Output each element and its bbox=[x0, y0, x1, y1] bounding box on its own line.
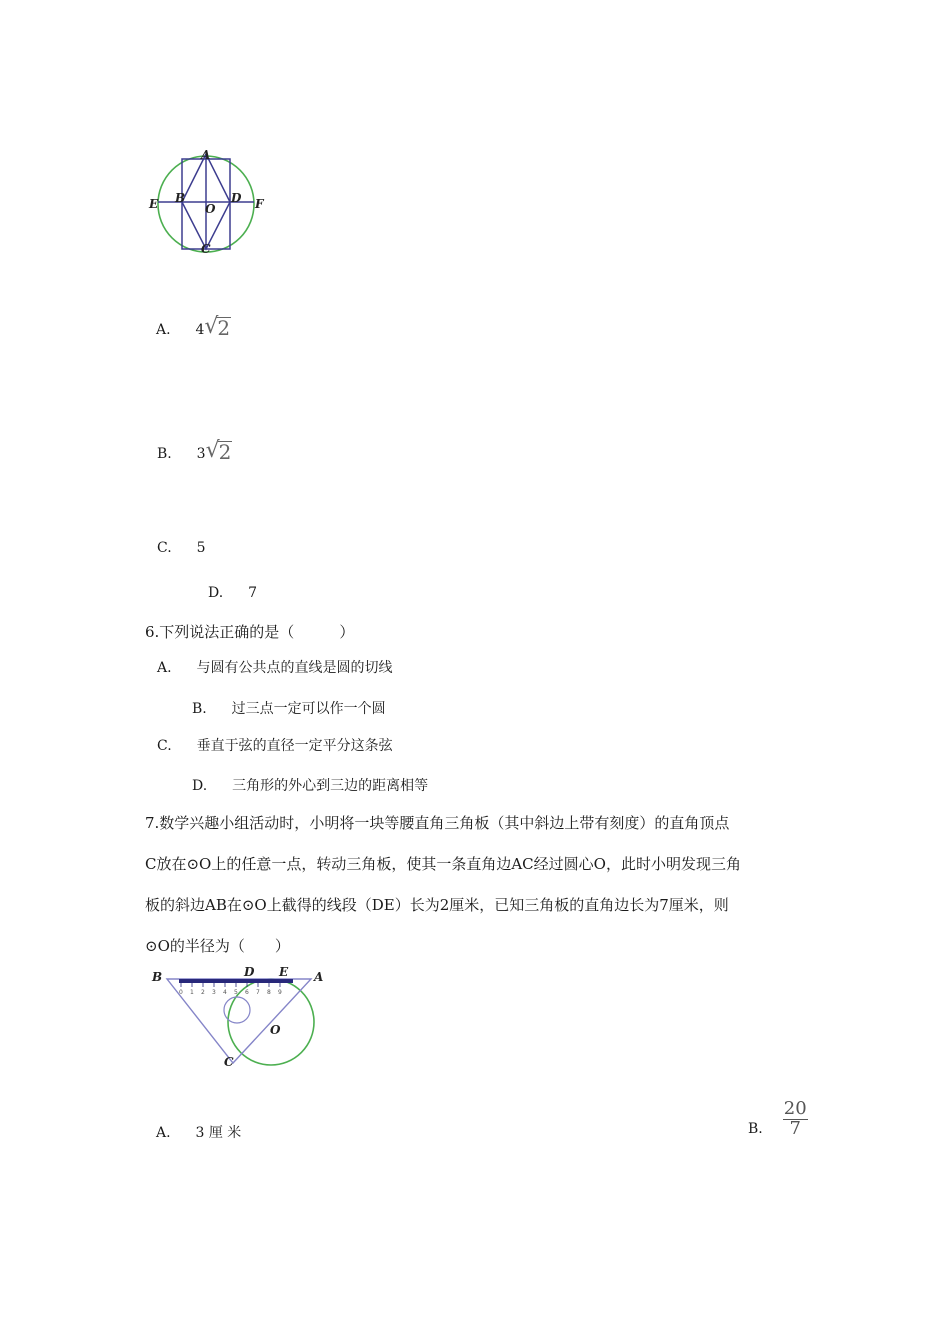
option-letter: C. bbox=[157, 738, 172, 754]
coefficient: 4 bbox=[195, 322, 205, 338]
option-letter: A. bbox=[157, 660, 172, 676]
label-b: B bbox=[175, 191, 186, 205]
q5-option-c[interactable] bbox=[157, 540, 206, 556]
radicand: 2 bbox=[217, 316, 231, 340]
fraction bbox=[783, 1100, 808, 1139]
svg-text:0: 0 bbox=[179, 989, 183, 996]
q7-stem-line-3: 板的斜边AB在⊙O上截得的线段（DE）长为2厘米，已知三角板的直角边长为7厘米，则 bbox=[145, 896, 729, 914]
label-d: D bbox=[231, 191, 242, 205]
q6-option-d[interactable] bbox=[192, 775, 428, 795]
svg-text:6: 6 bbox=[245, 989, 249, 996]
option-text: 三角形的外心到三边的距离相等 bbox=[232, 778, 429, 794]
scale-tick-labels bbox=[179, 989, 282, 996]
fraction-numerator: 20 bbox=[783, 1098, 807, 1119]
label-c: C bbox=[224, 1055, 234, 1069]
label-a: A bbox=[314, 970, 324, 984]
svg-text:5: 5 bbox=[234, 989, 238, 996]
option-text: 垂直于弦的直径一定平分这条弦 bbox=[196, 738, 393, 754]
sqrt-expression bbox=[195, 316, 231, 338]
option-letter: C. bbox=[157, 540, 172, 556]
svg-text:2: 2 bbox=[201, 989, 205, 996]
option-letter: D. bbox=[192, 778, 208, 794]
option-text: 3 厘 米 bbox=[195, 1125, 242, 1141]
option-text: 与圆有公共点的直线是圆的切线 bbox=[196, 660, 393, 676]
q5-option-a[interactable] bbox=[156, 316, 231, 338]
radicand: 2 bbox=[218, 440, 232, 464]
option-letter: D. bbox=[208, 585, 224, 601]
option-value: 7 bbox=[248, 585, 258, 601]
option-letter: B. bbox=[192, 701, 207, 717]
option-letter: B. bbox=[748, 1120, 763, 1137]
q7-stem-line-4: ⊙O的半径为（ ） bbox=[145, 937, 290, 955]
option-text: 过三点一定可以作一个圆 bbox=[231, 701, 386, 717]
figure-circle-rhombus bbox=[140, 140, 280, 265]
q7-stem-line-1: 7.数学兴趣小组活动时，小明将一块等腰直角三角板（其中斜边上带有刻度）的直角顶点 bbox=[145, 814, 730, 832]
figure-triangle-circle bbox=[145, 962, 345, 1077]
q6-option-a[interactable] bbox=[157, 657, 392, 677]
label-b: B bbox=[152, 970, 163, 984]
sqrt-expression bbox=[197, 440, 233, 462]
q7-option-a[interactable] bbox=[156, 1122, 241, 1142]
label-o: O bbox=[205, 202, 216, 216]
q6-option-c[interactable] bbox=[157, 735, 393, 755]
label-o: O bbox=[270, 1023, 281, 1037]
q7-stem-line-2: C放在⊙O上的任意一点，转动三角板，使其一条直角边AC经过圆心O，此时小明发现三角 bbox=[145, 855, 741, 873]
q5-option-b[interactable] bbox=[157, 440, 232, 462]
svg-text:7: 7 bbox=[256, 989, 260, 996]
svg-text:8: 8 bbox=[267, 989, 271, 996]
q5-option-d[interactable] bbox=[208, 585, 257, 601]
q6-option-b[interactable] bbox=[192, 698, 386, 718]
q6-stem: 6.下列说法正确的是（ ） bbox=[145, 623, 355, 641]
coefficient: 3 bbox=[196, 446, 206, 462]
label-e: E bbox=[149, 197, 159, 211]
option-letter: B. bbox=[157, 446, 172, 462]
fraction-denominator: 7 bbox=[789, 1117, 801, 1139]
label-f: F bbox=[255, 197, 264, 211]
sqrt-icon: √ bbox=[204, 314, 219, 339]
inner-circle-cutout bbox=[224, 997, 250, 1023]
label-d: D bbox=[244, 965, 255, 979]
option-value: 5 bbox=[196, 540, 206, 556]
option-letter: A. bbox=[156, 1125, 171, 1141]
svg-text:3: 3 bbox=[212, 989, 216, 996]
svg-text:1: 1 bbox=[190, 989, 194, 996]
label-a: A bbox=[201, 148, 211, 162]
label-c: C bbox=[201, 242, 211, 256]
svg-text:4: 4 bbox=[223, 989, 227, 996]
svg-text:9: 9 bbox=[278, 989, 282, 996]
sqrt-icon: √ bbox=[205, 438, 220, 463]
scale-ticks bbox=[181, 983, 280, 987]
q7-option-b[interactable] bbox=[748, 1100, 808, 1139]
label-e: E bbox=[279, 965, 289, 979]
option-letter: A. bbox=[156, 322, 171, 338]
